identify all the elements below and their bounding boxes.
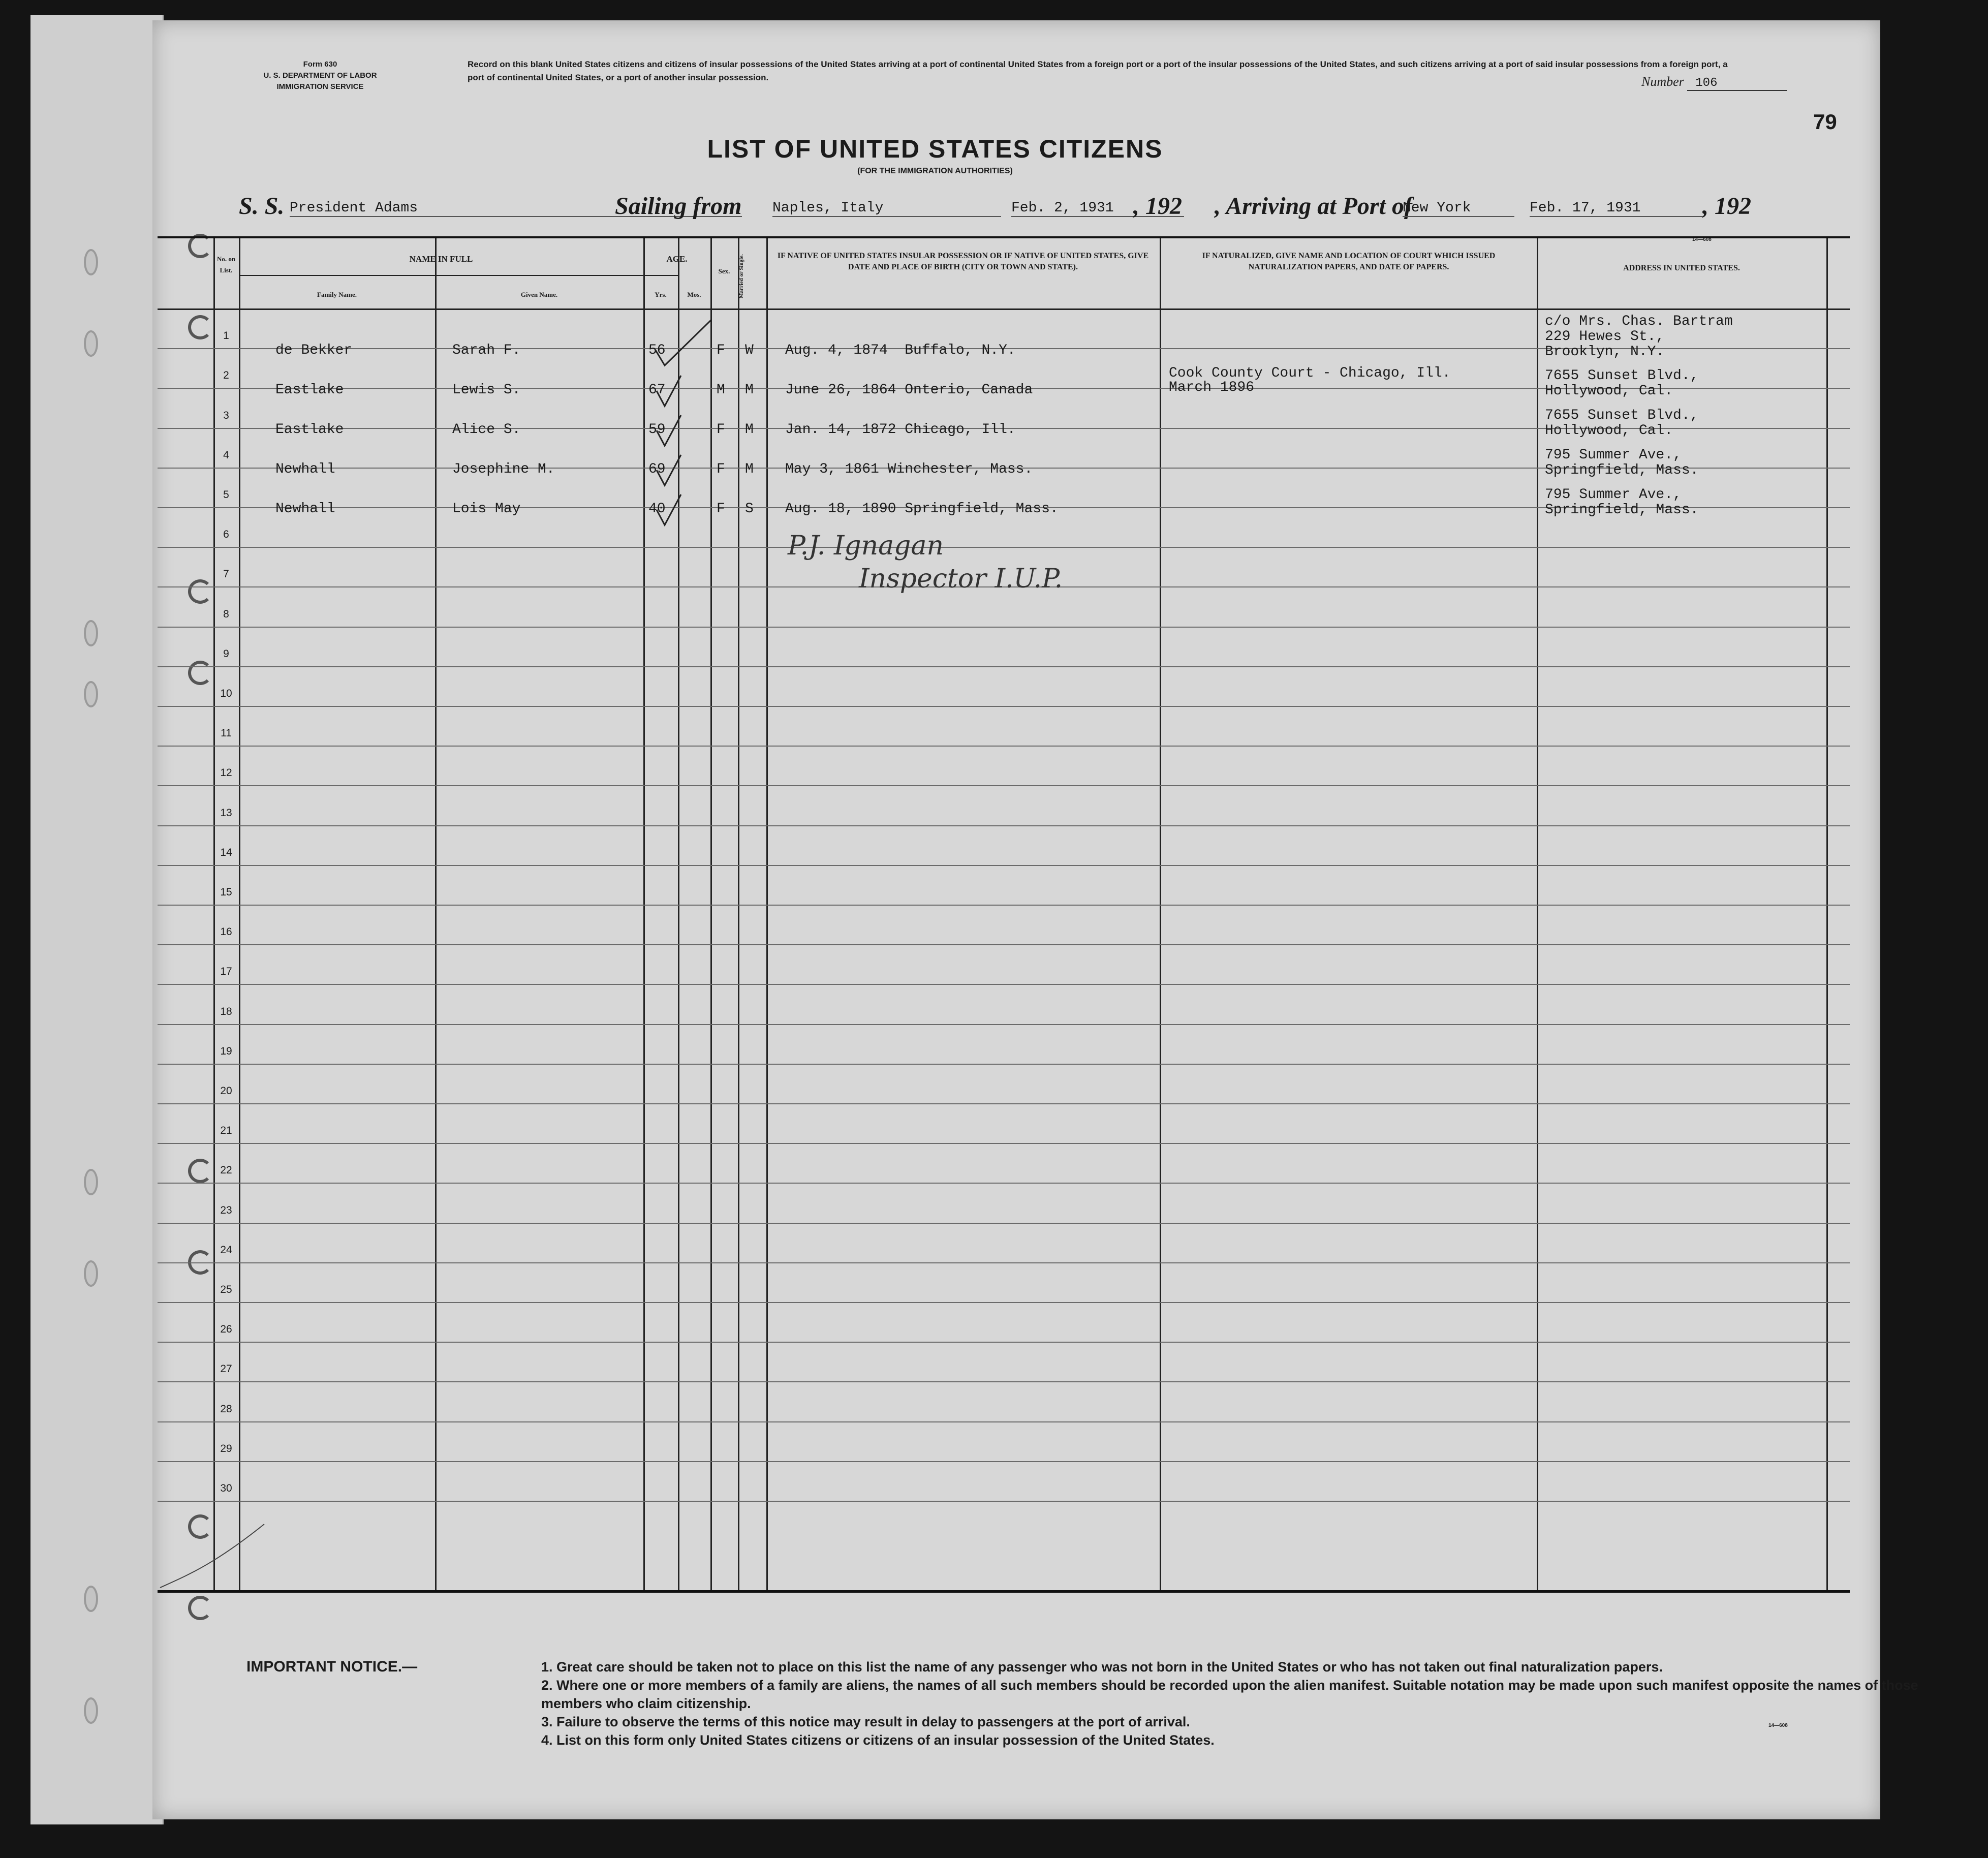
binder-hole bbox=[84, 681, 98, 707]
header-birth: IF NATIVE OF UNITED STATES INSULAR POSSESSION OR IF NATIVE OF UNITED STATES, GIVE DATE AND PLACE OF BIRTH (CITY OR TOWN AND STATE). bbox=[777, 252, 1149, 271]
row-number: 24 bbox=[220, 1244, 232, 1256]
notice-item: 4. List on this form only United States citizens or citizens of an insular possession of the United States. bbox=[541, 1732, 1215, 1748]
address-line: Hollywood, Cal. bbox=[1545, 383, 1673, 399]
marital-status: M bbox=[745, 461, 754, 477]
row-number: 10 bbox=[220, 688, 232, 699]
binder-hole bbox=[84, 1697, 98, 1724]
birth-info: Aug. 4, 1874 Buffalo, N.Y. bbox=[785, 343, 1016, 358]
row-rule bbox=[158, 1183, 1850, 1184]
row-number: 2 bbox=[223, 369, 229, 382]
marital-status: M bbox=[745, 422, 754, 438]
sailing-from: Naples, Italy bbox=[772, 200, 1001, 217]
address-line: Hollywood, Cal. bbox=[1545, 423, 1673, 439]
print-code: 14—608 bbox=[1692, 237, 1712, 242]
notice-item: 3. Failure to observe the terms of this notice may result in delay to passengers at the port of arrival. bbox=[541, 1714, 1190, 1729]
inspector-signature: P.J. Ignagan bbox=[788, 531, 944, 561]
address-line: 7655 Sunset Blvd., bbox=[1545, 368, 1699, 384]
given-name: Lewis S. bbox=[452, 382, 521, 398]
row-number: 25 bbox=[220, 1284, 232, 1295]
address-line: 7655 Sunset Blvd., bbox=[1545, 408, 1699, 423]
column-rule bbox=[1160, 238, 1161, 1590]
age-years: 40 bbox=[648, 501, 666, 517]
list-number-value: 106 bbox=[1687, 76, 1787, 91]
header-age: AGE. bbox=[666, 254, 688, 264]
age-years: 56 bbox=[648, 343, 666, 358]
column-rule bbox=[239, 238, 240, 1590]
row-number: 12 bbox=[220, 767, 232, 779]
check-mark bbox=[656, 320, 711, 365]
page-subtitle: (FOR THE IMMIGRATION AUTHORITIES) bbox=[857, 167, 1013, 175]
check-mark bbox=[657, 415, 681, 446]
address-line: Brooklyn, N.Y. bbox=[1545, 344, 1665, 360]
row-rule bbox=[158, 944, 1850, 945]
row-rule bbox=[158, 1501, 1850, 1502]
given-name: Lois May bbox=[452, 501, 521, 517]
row-number: 19 bbox=[220, 1045, 232, 1057]
row-number: 23 bbox=[220, 1204, 232, 1216]
notice-title: IMPORTANT NOTICE.— bbox=[246, 1658, 418, 1675]
sailing-label: Sailing from bbox=[615, 193, 742, 220]
given-name: Sarah F. bbox=[452, 343, 521, 358]
print-code: 14—608 bbox=[1768, 1723, 1788, 1728]
marital-status: S bbox=[745, 501, 754, 517]
row-number: 3 bbox=[223, 409, 229, 421]
row-rule bbox=[158, 706, 1850, 707]
row-rule bbox=[158, 1223, 1850, 1224]
check-mark bbox=[657, 455, 681, 485]
sex: F bbox=[717, 343, 725, 358]
inspector-title: Inspector I.U.P. bbox=[859, 564, 1063, 594]
row-rule bbox=[158, 1064, 1850, 1065]
birth-info: May 3, 1861 Winchester, Mass. bbox=[785, 461, 1033, 477]
row-number: 28 bbox=[220, 1403, 232, 1415]
header-years: Yrs. bbox=[655, 291, 667, 298]
page-number: 79 bbox=[1813, 110, 1837, 134]
arriving-date: Feb. 17, 1931 bbox=[1530, 200, 1702, 217]
birth-info: Aug. 18, 1890 Springfield, Mass. bbox=[785, 501, 1059, 517]
row-rule bbox=[158, 1381, 1850, 1382]
row-rule bbox=[158, 746, 1850, 747]
row-rule bbox=[158, 1302, 1850, 1303]
header-bottom-rule bbox=[158, 308, 1850, 310]
check-mark bbox=[657, 376, 681, 406]
form-identifier bbox=[234, 59, 407, 92]
strike-stroke bbox=[160, 1524, 264, 1588]
binder-clip-icon bbox=[188, 1596, 212, 1620]
header-address: ADDRESS IN UNITED STATES. bbox=[1623, 264, 1740, 272]
column-rule bbox=[766, 238, 768, 1590]
row-rule bbox=[158, 1342, 1850, 1343]
department-name: U. S. DEPARTMENT OF LABOR bbox=[263, 71, 377, 80]
header-sex: Sex. bbox=[718, 267, 730, 275]
year-suffix: , 192 bbox=[1702, 193, 1751, 220]
ss-label: S. S. bbox=[239, 193, 285, 220]
binder-hole bbox=[84, 620, 98, 646]
strike-line bbox=[158, 1519, 269, 1590]
form-number: Form 630 bbox=[303, 60, 337, 69]
row-rule bbox=[158, 1461, 1850, 1462]
row-number: 21 bbox=[220, 1125, 232, 1137]
age-years: 69 bbox=[648, 461, 666, 477]
notice-item: 2. Where one or more members of a family are aliens, the names of all such members should be recorded upon the alien manifest. Suitable notation may be made upon such manifest opposite the names of those members who claim citizenship. bbox=[541, 1678, 1918, 1711]
naturalization-court: Cook County Court - Chicago, Ill. bbox=[1169, 365, 1451, 381]
row-number: 7 bbox=[223, 568, 229, 580]
header-given-name: Given Name. bbox=[520, 291, 558, 298]
row-number: 8 bbox=[223, 608, 229, 620]
row-number: 6 bbox=[223, 529, 229, 541]
given-name: Josephine M. bbox=[452, 461, 555, 477]
notice-item: 1. Great care should be taken not to place on this list the name of any passenger who was not born in the United States or who has not taken out final naturalization papers. bbox=[541, 1659, 1663, 1675]
binder-hole bbox=[84, 1169, 98, 1195]
row-rule bbox=[158, 547, 1850, 548]
family-name: Eastlake bbox=[275, 382, 344, 398]
row-number: 16 bbox=[220, 926, 232, 938]
binder-hole bbox=[84, 1260, 98, 1287]
sex: M bbox=[717, 382, 725, 398]
row-number: 11 bbox=[221, 727, 232, 739]
header-no-on-list: No. on List. bbox=[216, 255, 236, 274]
record-instructions: Record on this blank United States citizens and citizens of insular possessions of the United States arriving at a port of continental United States from a foreign port or a port of the insular possessions of the United States, and such citizens arriving at a port of said insular possessions from a foreign port, a port of continental United States, or a port of another insular possession. bbox=[468, 59, 1728, 82]
row-rule bbox=[158, 865, 1850, 866]
row-rule bbox=[158, 785, 1850, 786]
address-line: Springfield, Mass. bbox=[1545, 462, 1699, 478]
column-rule bbox=[213, 238, 215, 1590]
binder-hole bbox=[84, 1586, 98, 1612]
family-name: de Bekker bbox=[275, 343, 353, 358]
row-number: 13 bbox=[220, 807, 232, 819]
address-line: Springfield, Mass. bbox=[1545, 502, 1699, 518]
address-line: c/o Mrs. Chas. Bartram bbox=[1545, 314, 1733, 329]
binder-hole bbox=[84, 249, 98, 275]
row-number: 29 bbox=[220, 1442, 232, 1454]
row-rule bbox=[158, 1024, 1850, 1025]
row-number: 4 bbox=[223, 449, 229, 461]
sailing-date: Feb. 2, 1931 bbox=[1011, 200, 1184, 217]
row-number: 17 bbox=[220, 966, 232, 978]
manifest-sheet bbox=[152, 20, 1918, 1819]
row-rule bbox=[158, 825, 1850, 826]
row-rule bbox=[158, 1103, 1850, 1104]
year-suffix: , 192 bbox=[1133, 193, 1182, 220]
column-rule bbox=[1537, 238, 1538, 1590]
header-family-name: Family Name. bbox=[317, 291, 357, 298]
row-number: 30 bbox=[220, 1482, 232, 1494]
row-number: 9 bbox=[223, 647, 229, 660]
row-rule bbox=[158, 984, 1850, 985]
given-name: Alice S. bbox=[452, 422, 521, 438]
header-months: Mos. bbox=[687, 291, 701, 298]
address-line: 795 Summer Ave., bbox=[1545, 487, 1682, 503]
column-rule bbox=[643, 238, 645, 1590]
birth-info: Jan. 14, 1872 Chicago, Ill. bbox=[785, 422, 1016, 438]
age-years: 67 bbox=[648, 382, 666, 398]
header-rule bbox=[239, 275, 678, 276]
check-marks bbox=[650, 315, 742, 528]
marital-status: M bbox=[745, 382, 754, 398]
manifest-table bbox=[158, 236, 1850, 1593]
row-number: 1 bbox=[223, 330, 229, 342]
row-number: 20 bbox=[220, 1085, 232, 1097]
column-rule bbox=[435, 238, 437, 1590]
row-rule bbox=[158, 1143, 1850, 1144]
header-name-in-full: NAME IN FULL bbox=[409, 254, 473, 264]
row-number: 27 bbox=[220, 1363, 232, 1375]
sex: F bbox=[717, 501, 725, 517]
arriving-label: , Arriving at Port of bbox=[1215, 193, 1412, 220]
family-name: Newhall bbox=[275, 461, 335, 477]
row-number: 5 bbox=[223, 489, 229, 501]
family-name: Eastlake bbox=[275, 422, 344, 438]
list-number-label: Number bbox=[1641, 74, 1684, 89]
header-married-single: Married or Single. bbox=[738, 254, 744, 299]
page-title: LIST OF UNITED STATES CITIZENS bbox=[707, 135, 1163, 163]
row-rule bbox=[158, 1421, 1850, 1422]
list-number bbox=[1641, 74, 1787, 91]
row-number: 14 bbox=[220, 846, 232, 858]
naturalization-date: March 1896 bbox=[1169, 380, 1255, 395]
sex: F bbox=[717, 422, 725, 438]
row-number: 26 bbox=[220, 1323, 232, 1336]
family-name: Newhall bbox=[275, 501, 335, 517]
ship-name: President Adams bbox=[290, 200, 742, 217]
address-line: 229 Hewes St., bbox=[1545, 329, 1665, 345]
row-number: 18 bbox=[220, 1005, 232, 1017]
address-line: 795 Summer Ave., bbox=[1545, 447, 1682, 463]
sex: F bbox=[717, 461, 725, 477]
binder-hole bbox=[84, 330, 98, 357]
birth-info: June 26, 1864 Onterio, Canada bbox=[785, 382, 1033, 398]
row-rule bbox=[158, 627, 1850, 628]
row-rule bbox=[158, 905, 1850, 906]
check-mark bbox=[657, 494, 681, 525]
row-number: 22 bbox=[220, 1164, 232, 1176]
underlying-page bbox=[30, 15, 164, 1824]
service-name: IMMIGRATION SERVICE bbox=[276, 82, 364, 91]
header-naturalization: IF NATURALIZED, GIVE NAME AND LOCATION OF COURT WHICH ISSUED NATURALIZATION PAPERS, AND DATE OF PAPERS. bbox=[1202, 252, 1496, 271]
age-years: 59 bbox=[648, 422, 666, 438]
row-rule bbox=[158, 666, 1850, 667]
row-number: 15 bbox=[220, 886, 232, 898]
column-rule bbox=[1826, 238, 1828, 1590]
row-rule bbox=[158, 1262, 1850, 1263]
arriving-port: New York bbox=[1403, 200, 1514, 217]
marital-status: W bbox=[745, 343, 754, 358]
